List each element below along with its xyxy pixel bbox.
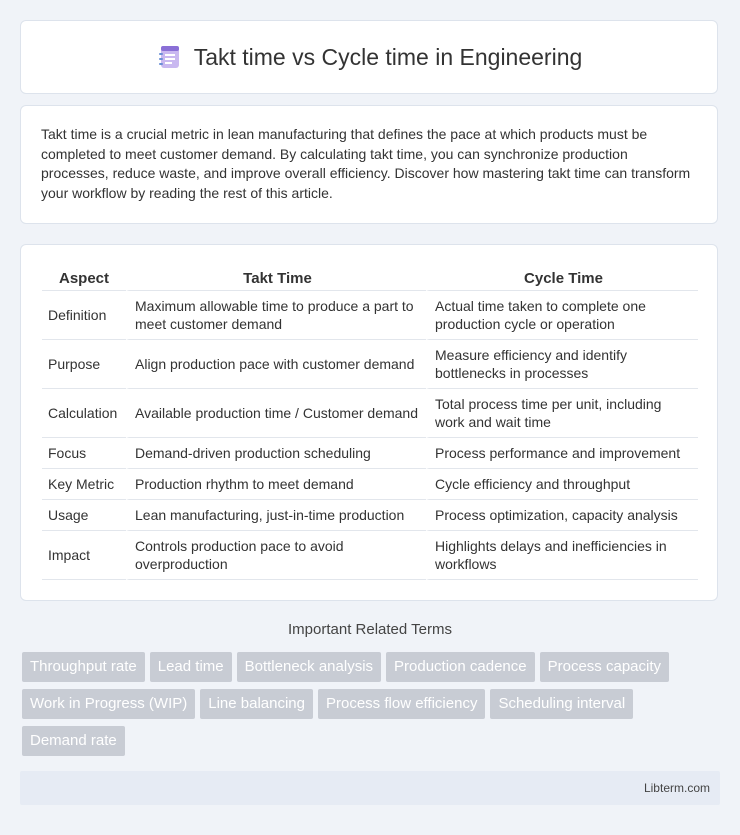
- column-header: Takt Time: [126, 265, 426, 291]
- table-row: [42, 438, 698, 469]
- table-cell: Available production time / Customer demand: [126, 389, 426, 438]
- table-cell: Controls production pace to avoid overproduction: [126, 531, 426, 580]
- related-terms-list: [22, 652, 722, 763]
- page-title: Takt time vs Cycle time in Engineering: [193, 43, 583, 70]
- table-cell: Total process time per unit, including work and wait time: [426, 389, 698, 438]
- table-cell: Highlights delays and inefficiencies in workflows: [426, 531, 698, 580]
- table-row: [42, 340, 698, 389]
- table-cell: Focus: [42, 438, 126, 469]
- related-term-tag[interactable]: Throughput rate: [22, 652, 145, 682]
- related-term-tag[interactable]: Demand rate: [22, 726, 125, 756]
- table-cell: Process optimization, capacity analysis: [426, 500, 698, 531]
- table-header-row: [42, 265, 698, 291]
- table-row: [42, 531, 698, 580]
- comparison-table: [42, 265, 698, 580]
- table-cell: Purpose: [42, 340, 126, 389]
- column-header: Cycle Time: [426, 265, 698, 291]
- related-terms-title: Important Related Terms: [288, 621, 452, 638]
- table-cell: Align production pace with customer demand: [126, 340, 426, 389]
- table-cell: Lean manufacturing, just-in-time production: [126, 500, 426, 531]
- comparison-card: [20, 244, 718, 601]
- related-term-tag[interactable]: Process flow efficiency: [318, 689, 485, 719]
- table-cell: Calculation: [42, 389, 126, 438]
- table-cell: Usage: [42, 500, 126, 531]
- table-row: [42, 291, 698, 340]
- related-term-tag[interactable]: Production cadence: [386, 652, 535, 682]
- notebook-icon: [156, 43, 184, 71]
- table-row: [42, 500, 698, 531]
- related-term-tag[interactable]: Scheduling interval: [490, 689, 633, 719]
- table-cell: Cycle efficiency and throughput: [426, 469, 698, 500]
- related-term-tag[interactable]: Bottleneck analysis: [237, 652, 381, 682]
- table-cell: Actual time taken to complete one production cycle or operation: [426, 291, 698, 340]
- related-term-tag[interactable]: Line balancing: [200, 689, 313, 719]
- site-link[interactable]: Libterm.com: [643, 781, 710, 795]
- column-header: Aspect: [42, 265, 126, 291]
- table-cell: Measure efficiency and identify bottlenecks in processes: [426, 340, 698, 389]
- table-cell: Maximum allowable time to produce a part to meet customer demand: [126, 291, 426, 340]
- table-row: [42, 469, 698, 500]
- related-term-tag[interactable]: Process capacity: [540, 652, 669, 682]
- table-row: [42, 389, 698, 438]
- table-cell: Key Metric: [42, 469, 126, 500]
- intro-text: Takt time is a crucial metric in lean manufacturing that defines the pace at which products must be completed to meet customer demand. By calculating takt time, you can synchronize production processes, reduce waste, and improve overall efficiency. Discover how mastering takt time can transform your workflow by reading the rest of this article.: [41, 126, 691, 201]
- related-term-tag[interactable]: Work in Progress (WIP): [22, 689, 195, 719]
- table-cell: Definition: [42, 291, 126, 340]
- table-cell: Production rhythm to meet demand: [126, 469, 426, 500]
- table-cell: Impact: [42, 531, 126, 580]
- header-card: [20, 20, 718, 94]
- related-term-tag[interactable]: Lead time: [150, 652, 232, 682]
- intro-card: [20, 105, 718, 224]
- footer: [20, 771, 720, 805]
- table-cell: Demand-driven production scheduling: [126, 438, 426, 469]
- table-cell: Process performance and improvement: [426, 438, 698, 469]
